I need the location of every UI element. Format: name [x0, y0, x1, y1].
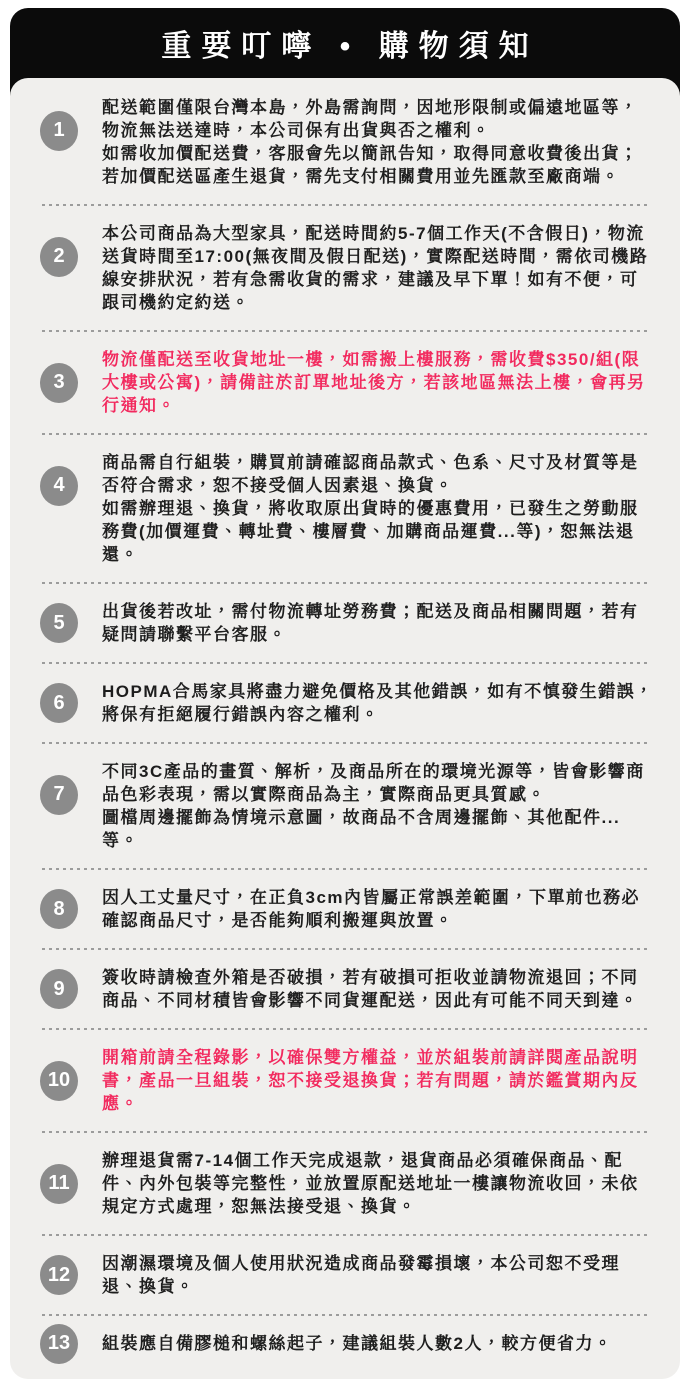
- item-number-badge: 2: [40, 237, 78, 277]
- notice-text: [102, 966, 656, 1012]
- notice-item: [30, 584, 660, 662]
- item-number-badge: 7: [40, 775, 78, 815]
- notice-text: [102, 348, 656, 417]
- notice-item: [30, 1133, 660, 1234]
- notice-card: [10, 78, 680, 1379]
- notice-text: [102, 1252, 656, 1298]
- notice-paragraph: 出貨後若改址，需付物流轉址勞務費；配送及商品相關問題，若有疑問請聯繫平台客服。: [102, 602, 639, 644]
- notice-paragraph: 因人工丈量尺寸，在正負3cm內皆屬正常誤差範圍，下單前也務必確認商品尺寸，是否能夠順利搬運與放置。: [102, 888, 641, 930]
- page-title: 重要叮嚀 • 購物須知: [161, 30, 539, 63]
- notice-item: [30, 206, 660, 330]
- notice-item: [30, 1316, 660, 1371]
- notice-text: [102, 680, 656, 726]
- item-number-badge: 5: [40, 603, 78, 643]
- notice-paragraph: 辦理退貨需7-14個工作天完成退款，退貨商品必須確保商品、配件、內外包裝等完整性，並放置原配送地址一樓讓物流收回，未依規定方式處理，恕無法接受退、換貨。: [102, 1151, 639, 1216]
- item-number-badge: 9: [40, 969, 78, 1009]
- notice-paragraph: 配送範圍僅限台灣本島，外島需詢問，因地形限制或偏遠地區等，物流無法送達時，本公司保有出貨與否之權利。: [102, 98, 639, 140]
- item-number-badge: 12: [40, 1255, 78, 1295]
- item-number-badge: 10: [40, 1061, 78, 1101]
- item-number-badge: 1: [40, 111, 78, 151]
- notice-item: [30, 80, 660, 204]
- notice-item: [30, 950, 660, 1028]
- item-number-badge: 8: [40, 889, 78, 929]
- notice-paragraph: 組裝應自備膠槌和螺絲起子，建議組裝人數2人，較方便省力。: [102, 1334, 613, 1353]
- notice-text: [102, 222, 656, 314]
- notice-paragraph: 簽收時請檢查外箱是否破損，若有破損可拒收並請物流退回；不同商品、不同材積皆會影響不同貨運配送，因此有可能不同天到達。: [102, 968, 639, 1010]
- notice-paragraph: HOPMA合馬家具將盡力避免價格及其他錯誤，如有不慎發生錯誤，將保有拒絕履行錯誤內容之權利。: [102, 682, 654, 724]
- item-number-badge: 6: [40, 683, 78, 723]
- notice-text: [102, 1332, 656, 1355]
- item-number-badge: 3: [40, 363, 78, 403]
- notice-paragraph: 本公司商品為大型家具，配送時間約5-7個工作天(不含假日)，物流送貨時間至17:00(無夜間及假日配送)，實際配送時間，需依司機路線安排狀況，若有急需收貨的需求，建議及早下單！如有不便，可跟司機約定約送。: [102, 224, 649, 312]
- notice-item: [30, 1236, 660, 1314]
- notice-item: [30, 870, 660, 948]
- notice-paragraph: 商品需自行組裝，購買前請確認商品款式、色系、尺寸及材質等是否符合需求，恕不接受個人因素退、換貨。: [102, 453, 639, 495]
- notice-text: [102, 451, 656, 566]
- notice-paragraph: 不同3C產品的畫質、解析，及商品所在的環境光源等，皆會影響商品色彩表現，需以實際商品為主，實際商品更具質感。: [102, 762, 645, 804]
- notice-text: [102, 760, 656, 852]
- notice-paragraph: 因潮濕環境及個人使用狀況造成商品發霉損壞，本公司恕不受理退、換貨。: [102, 1254, 620, 1296]
- notice-item: [30, 332, 660, 433]
- notice-item: [30, 664, 660, 742]
- notice-item: [30, 435, 660, 582]
- item-number-badge: 11: [40, 1164, 78, 1204]
- notice-item: [30, 1030, 660, 1131]
- item-number-badge: 13: [40, 1324, 78, 1364]
- notice-text: [102, 96, 656, 188]
- notice-text: [102, 1046, 656, 1115]
- notice-paragraph: 物流僅配送至收貨地址一樓，如需搬上樓服務，需收費$350/組(限大樓或公寓)，請備註於訂單地址後方，若該地區無法上樓，會再另行通知。: [102, 350, 646, 415]
- notice-text: [102, 886, 656, 932]
- notice-paragraph: 如需辦理退、換貨，將收取原出貨時的優惠費用，已發生之勞動服務費(加價運費、轉址費、樓層費、加購商品運費...等)，恕無法退還。: [102, 499, 639, 564]
- notice-text: [102, 1149, 656, 1218]
- item-number-badge: 4: [40, 466, 78, 506]
- notice-item: [30, 744, 660, 868]
- notice-paragraph: 圖檔周邊擺飾為情境示意圖，故商品不含周邊擺飾、其他配件...等。: [102, 808, 621, 850]
- notice-text: [102, 600, 656, 646]
- notice-paragraph: 如需收加價配送費，客服會先以簡訊告知，取得同意收費後出貨；若加價配送區產生退貨，需先支付相關費用並先匯款至廠商端。: [102, 144, 639, 186]
- notice-paragraph: 開箱前請全程錄影，以確保雙方權益，並於組裝前請詳閱產品說明書，產品一旦組裝，恕不接受退換貨；若有問題，請於鑑賞期內反應。: [102, 1048, 639, 1113]
